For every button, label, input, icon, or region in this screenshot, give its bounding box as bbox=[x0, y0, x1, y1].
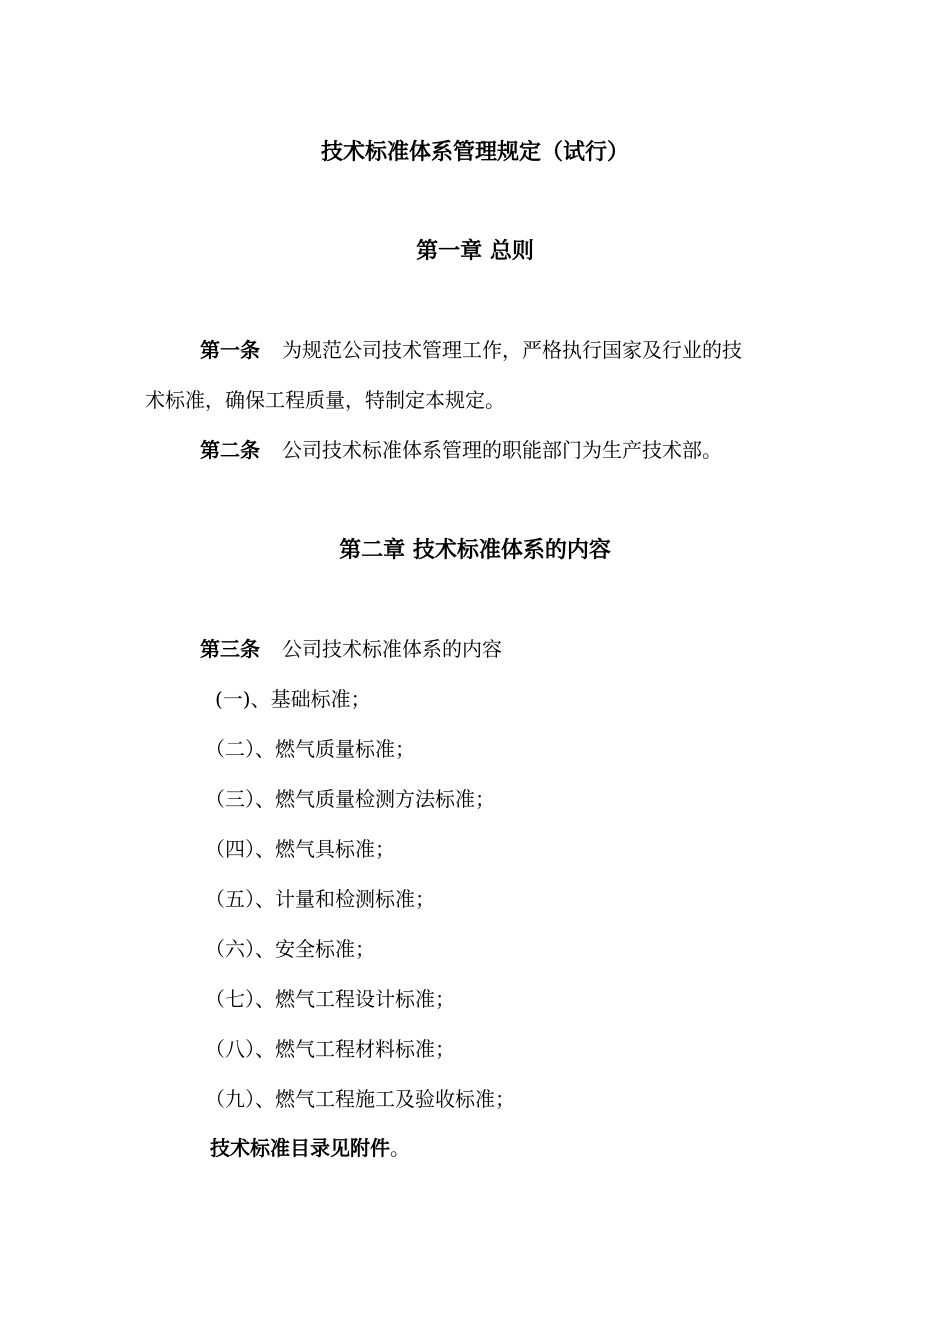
chapter-2-heading: 第二章 技术标准体系的内容 bbox=[339, 537, 611, 563]
list-item-9: （九）、燃气工程施工及验收标准； bbox=[205, 1087, 515, 1111]
article-1-line-1 bbox=[200, 336, 742, 364]
article-2 bbox=[200, 436, 722, 464]
list-item-3: （三）、燃气质量检测方法标准； bbox=[205, 787, 495, 811]
list-item-1: (一)、基础标准； bbox=[215, 687, 371, 711]
closing-note bbox=[210, 1134, 410, 1162]
article-1-label: 第一条 bbox=[200, 338, 260, 362]
list-item-2: （二）、燃气质量标准； bbox=[205, 737, 415, 761]
list-item-7: （七）、燃气工程设计标准； bbox=[205, 987, 455, 1011]
article-2-label: 第二条 bbox=[200, 438, 260, 462]
article-1-text-line-1: 为规范公司技术管理工作，严格执行国家及行业的技 bbox=[282, 338, 742, 362]
list-item-8: （八）、燃气工程材料标准； bbox=[205, 1037, 455, 1061]
article-1-line-2: 术标准，确保工程质量，特制定本规定。 bbox=[145, 388, 505, 412]
article-2-text: 公司技术标准体系管理的职能部门为生产技术部。 bbox=[282, 438, 722, 462]
list-item-5: （五）、计量和检测标准； bbox=[205, 887, 435, 911]
list-item-6: （六）、安全标准； bbox=[205, 937, 375, 961]
chapter-1-heading: 第一章 总则 bbox=[416, 238, 534, 264]
closing-note-punct: 。 bbox=[390, 1136, 410, 1160]
article-3 bbox=[200, 635, 502, 663]
article-3-text: 公司技术标准体系的内容 bbox=[282, 637, 502, 661]
list-item-4: （四）、燃气具标准； bbox=[205, 837, 395, 861]
closing-note-text: 技术标准目录见附件 bbox=[210, 1136, 390, 1160]
document-title: 技术标准体系管理规定（试行） bbox=[320, 139, 629, 165]
article-3-label: 第三条 bbox=[200, 637, 260, 661]
